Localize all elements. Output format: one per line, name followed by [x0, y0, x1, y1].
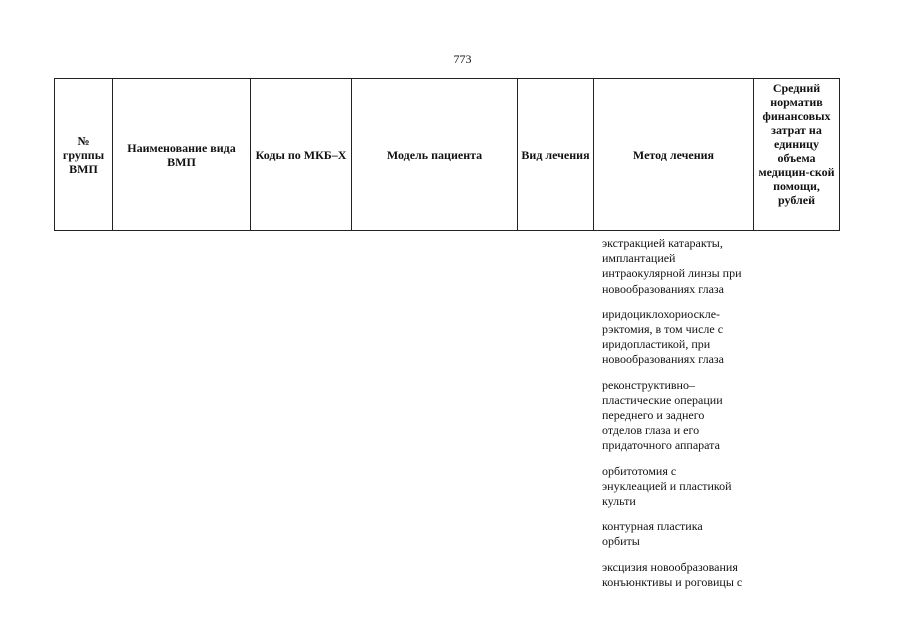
col-treatment-type: Вид лечения	[518, 79, 594, 231]
table-header	[54, 78, 840, 231]
method-text-line: орбитотомия с	[602, 463, 677, 478]
method-text-line: экстракцией катаракты,	[602, 236, 723, 250]
method-text-line: контурная пластика	[602, 519, 703, 534]
col-treatment-method: Метод лечения	[594, 79, 754, 231]
method-entry	[602, 519, 758, 549]
method-text-line: эксцизия новообразования	[602, 559, 738, 574]
method-text-line: новообразованиях глаза	[602, 352, 724, 367]
method-text-line: иридопластикой, при	[602, 337, 711, 352]
method-text-line: рэктомия, в том числе с	[602, 322, 724, 337]
col-patient-model: Модель пациента	[352, 79, 518, 231]
col-vmp-type-name: Наименование вида ВМП	[113, 79, 251, 231]
method-text-line: культи	[602, 494, 636, 509]
col-icd-codes: Коды по МКБ–X	[251, 79, 352, 231]
method-entry	[602, 560, 758, 590]
method-text-line: пластические операции	[602, 392, 723, 407]
method-text-line: новообразованиях глаза	[602, 281, 724, 296]
method-text-line: иридоциклохориоскле-	[602, 306, 721, 321]
method-text-line: имплантацией	[602, 251, 676, 266]
col-average-cost-standard: Средний норматив финансовых затрат на единицу объема медицин-ской помощи, рублей	[754, 79, 840, 231]
method-text-line: интраокулярной линзы при	[602, 266, 742, 281]
method-text-line: отделов глаза и его	[602, 423, 700, 438]
method-text-line: реконструктивно–	[602, 377, 695, 392]
treatment-methods-column	[602, 236, 758, 600]
method-text-line: орбиты	[602, 534, 640, 549]
method-entry	[602, 378, 758, 454]
method-text-line: конъюнктивы и роговицы с	[602, 574, 743, 589]
col-group-number: № группы ВМП	[55, 79, 113, 231]
header-row	[55, 79, 840, 231]
method-entry	[602, 236, 758, 297]
method-text-line: энуклеацией и пластикой	[602, 478, 732, 493]
method-text-line: переднего и заднего	[602, 408, 705, 423]
method-entry	[602, 464, 758, 510]
page-number: 773	[453, 52, 472, 66]
method-entry	[602, 307, 758, 368]
method-text-line: придаточного аппарата	[602, 438, 720, 453]
